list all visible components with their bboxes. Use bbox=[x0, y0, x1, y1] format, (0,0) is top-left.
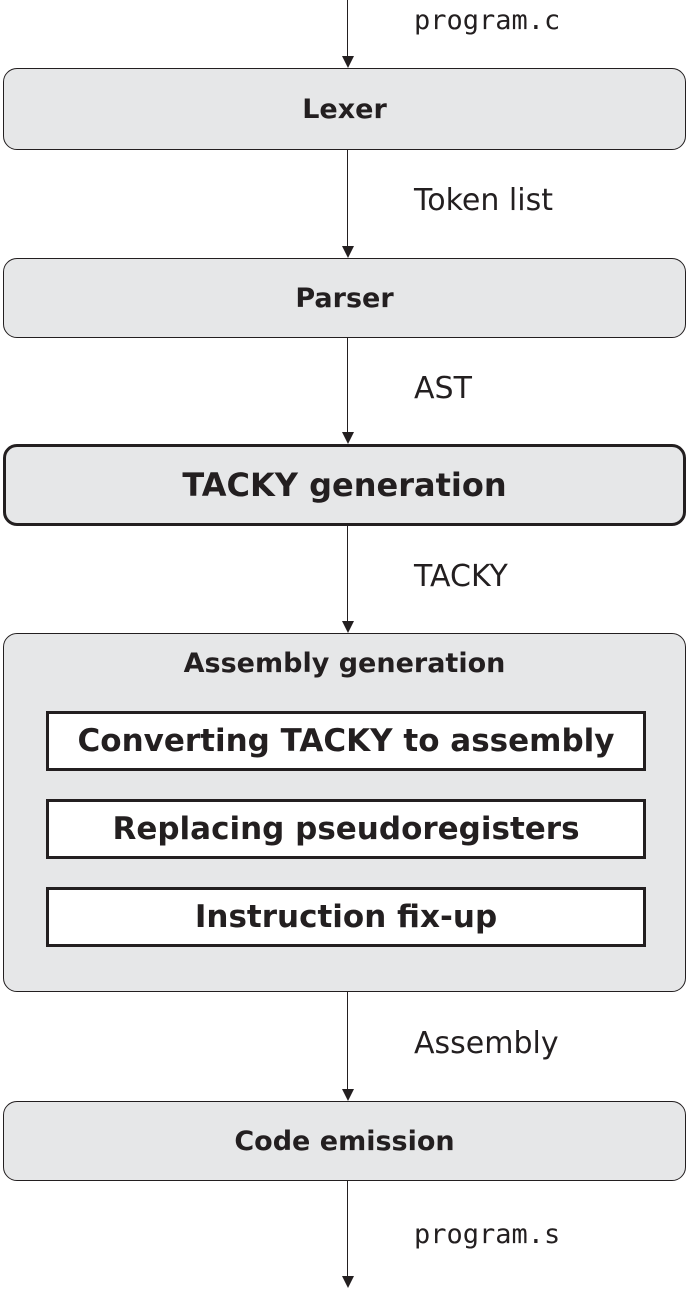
assembly-connector bbox=[347, 992, 348, 1089]
token-list-connector bbox=[347, 150, 348, 246]
code-emission-label: Code emission bbox=[234, 1125, 455, 1157]
substep-converting-tacky bbox=[46, 711, 646, 771]
input-file-label: program.c bbox=[414, 5, 561, 36]
input-connector bbox=[347, 0, 348, 56]
output-file-label: program.s bbox=[414, 1219, 561, 1250]
tacky-connector bbox=[347, 526, 348, 621]
tacky-generation-stage bbox=[3, 444, 686, 526]
tacky-label: TACKY bbox=[414, 559, 508, 594]
parser-label: Parser bbox=[295, 282, 394, 314]
ast-connector bbox=[347, 338, 348, 432]
substep-instruction-fix-up bbox=[46, 887, 646, 947]
assembly-arrowhead bbox=[342, 1089, 354, 1101]
tacky-arrowhead bbox=[342, 621, 354, 633]
lexer-label: Lexer bbox=[302, 93, 387, 125]
output-connector bbox=[347, 1181, 348, 1276]
lexer-stage bbox=[3, 68, 686, 150]
assembly-generation-stage bbox=[3, 633, 686, 992]
substep-replacing-pseudoregisters bbox=[46, 799, 646, 859]
substep-converting-tacky-label: Converting TACKY to assembly bbox=[77, 723, 615, 759]
code-emission-stage bbox=[3, 1101, 686, 1181]
assembly-label: Assembly bbox=[414, 1026, 559, 1061]
tacky-generation-label: TACKY generation bbox=[182, 466, 507, 504]
ast-label: AST bbox=[414, 371, 472, 406]
token-list-label: Token list bbox=[414, 183, 553, 218]
input-arrowhead bbox=[342, 56, 354, 68]
output-arrowhead bbox=[342, 1276, 354, 1288]
parser-stage bbox=[3, 258, 686, 338]
substep-replacing-pseudoregisters-label: Replacing pseudoregisters bbox=[112, 811, 580, 847]
ast-arrowhead bbox=[342, 432, 354, 444]
assembly-generation-title: Assembly generation bbox=[183, 648, 506, 679]
substep-instruction-fix-up-label: Instruction fix-up bbox=[194, 899, 498, 935]
token-list-arrowhead bbox=[342, 246, 354, 258]
